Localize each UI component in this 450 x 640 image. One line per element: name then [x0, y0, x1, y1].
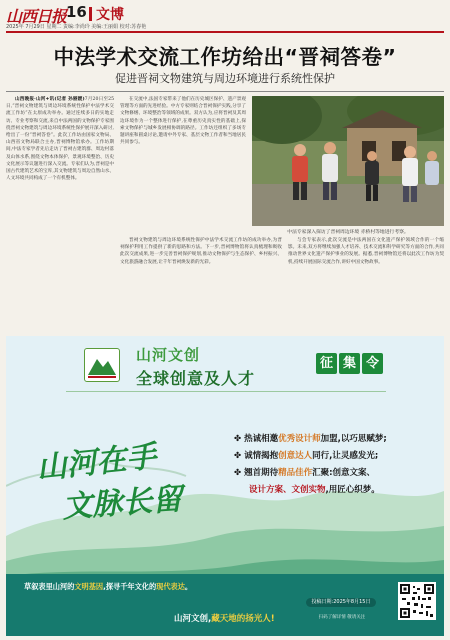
submission-deadline-pill: 投稿日期:2025年8月15日: [306, 598, 376, 607]
section-name: 文博: [96, 7, 124, 23]
call-badge-3: 令: [362, 353, 383, 374]
dateline: 2025年 7月29日 星期二 责编:李尚玲 美编:王丽娟 校对:苏春艳: [6, 24, 147, 30]
slogan-text: ,探寻千年文化的: [103, 582, 157, 591]
slogan-highlight: 藏天地的扬光人!: [211, 614, 275, 624]
article-photo: [252, 96, 444, 226]
slogan-text: 。: [184, 582, 193, 591]
call-badge-1: 征: [316, 353, 337, 374]
newspaper-brand: 山西日报: [6, 7, 67, 26]
masthead-rule: [6, 31, 444, 33]
slogan-text: 山河文创,: [174, 614, 212, 624]
ad-point: ✤ 热诚相邀优秀设计师加盟,以巧思赋梦;: [234, 434, 387, 444]
point-highlight: 创意达人: [278, 451, 313, 461]
qr-label: 扫码了解详情 敬请关注: [318, 615, 366, 620]
ad-divider: [66, 391, 386, 392]
photo-caption: 中法专家深入探访了晋祠周边环境 赤桥村等地进行考察。: [287, 230, 409, 235]
article-column-1: [6, 96, 114, 329]
article-column-3: [120, 237, 282, 329]
field-visit-photo: [252, 96, 444, 226]
mountain-logo-icon: [85, 349, 119, 381]
article-text-3: 晋祠文物建筑与周边环境系统性保护中法学术交流工作坊的成功举办,为晋祠保护利用工作提供了新的思路和方法。下一步,晋祠博物馆将认真梳理和吸收此次交流成果,进一步完善晋祠保护规划,推动文物保护与生态保护、乡村振兴、文化旅游融合发展,让千年晋祠焕发新的光彩。: [120, 238, 282, 265]
point-tail: 加盟,以巧思赋梦;: [320, 434, 387, 444]
article-text-4: 与会专家表示,此次交流是中法两国在文化遗产保护领域合作的一个缩影。未来,双方将继续加强人才培养、技术交流和科学研究等方面的合作,共同推动世界文化遗产保护事业的发展。据悉,晋祠博物馆还将以此次工作坊为契机,持续开展国际交流合作,讲好中国文物故事。: [288, 238, 444, 265]
qr-code-icon: [400, 584, 434, 618]
ad-point: ✤ 翘首期待精品佳作汇聚:创意文案、: [234, 468, 376, 478]
advertisement: [6, 336, 444, 636]
article-byline: 山西晚报·山河+讯(记者 孙丽媛): [15, 97, 85, 102]
point-lead: 诚情揭抱: [244, 451, 279, 461]
ad-slogan-line-1: [24, 582, 192, 592]
page-number: 16: [66, 3, 87, 21]
slogan-text: 草叙表里山河的: [24, 582, 75, 591]
call-badge-2: 集: [339, 353, 360, 374]
article-headline: 中法学术交流工作坊给出“晋祠答卷”: [53, 45, 397, 69]
point-tail: 同行,让灵感发光;: [312, 451, 379, 461]
ad-slogan-line-2: [174, 612, 275, 624]
ad-calligraphy: [34, 436, 184, 526]
ad-points-list: [234, 431, 387, 499]
point-highlight: 设计方案、文创实物: [249, 485, 326, 495]
point-highlight: 精品佳作: [278, 468, 313, 478]
point-tail: 汇聚:创意文案、: [312, 468, 376, 478]
article-column-4: [288, 237, 444, 329]
qr-code[interactable]: [398, 582, 436, 620]
calligraphy-line-1: 山河在手: [34, 439, 158, 487]
ad-headline: 全球创意及人才: [136, 369, 256, 388]
article-column-2: [120, 96, 246, 232]
ad-point: ✤ 诚情揭抱创意达人同行,让灵感发光;: [234, 451, 379, 461]
headline-rule: [6, 91, 444, 92]
point-lead: 翘首期待: [244, 468, 279, 478]
masthead: [6, 4, 444, 32]
calligraphy-line-2: 文脉长留: [61, 481, 184, 526]
ad-point: [234, 482, 387, 499]
article-text-1: 7月20日至25日,“晋祠文物建筑与周边环境系统性保护中法学术交流工作坊”在太原成功举办。通过连续多日的实地走访、专业考察和交流,来自中法两国的文物保护专家围绕晋祠文物建筑与周边环境系统性保护展开深入研讨,给出了一份“晋祠答卷”。此次工作坊由国家文物局、山西省文物局联合主办,晋祠博物馆承办。工作坊期间,中法专家学者先后走访了晋祠古建筑群、周边村落及山体水系,围绕文物本体保护、景观环境整治、历史文化展示等议题进行深入交流。专家们认为,晋祠是中国古代建筑艺术的宝库,其文物建筑与周边自然山水、人文环境共同构成了一个有机整体。: [6, 97, 114, 182]
slogan-highlight: 文明基因: [74, 582, 104, 591]
point-tail: ,用匠心织梦。: [325, 485, 380, 495]
article-text-2: 在交流中,法国专家带来了他们在历史城区保护、遗产景观管理等方面的先进经验。中方专家则结合晋祠保护实践,分享了文物修缮、环境整治等领域的成果。双方认为,应将晋祠及其周边环境作为一个整体进行保护,在尊重历史真实性的基础上,探索文物保护与城乡发展相协调的路径。工作坊还组织了多场专题讲座和圆桌讨论,邀请中外专家、基层文物工作者和当地居民共同参与。: [120, 97, 246, 146]
ad-brand-title: 山河文创: [136, 346, 201, 364]
section-divider: [89, 7, 92, 21]
ad-call-badges: [316, 353, 383, 374]
slogan-highlight: 现代表达: [156, 582, 185, 591]
article-subhead: 促进晋祠文物建筑与周边环境进行系统性保护: [115, 72, 335, 85]
point-highlight: 优秀设计师: [278, 434, 321, 444]
ad-logo: [84, 348, 120, 382]
point-lead: 热诚相邀: [244, 434, 279, 444]
